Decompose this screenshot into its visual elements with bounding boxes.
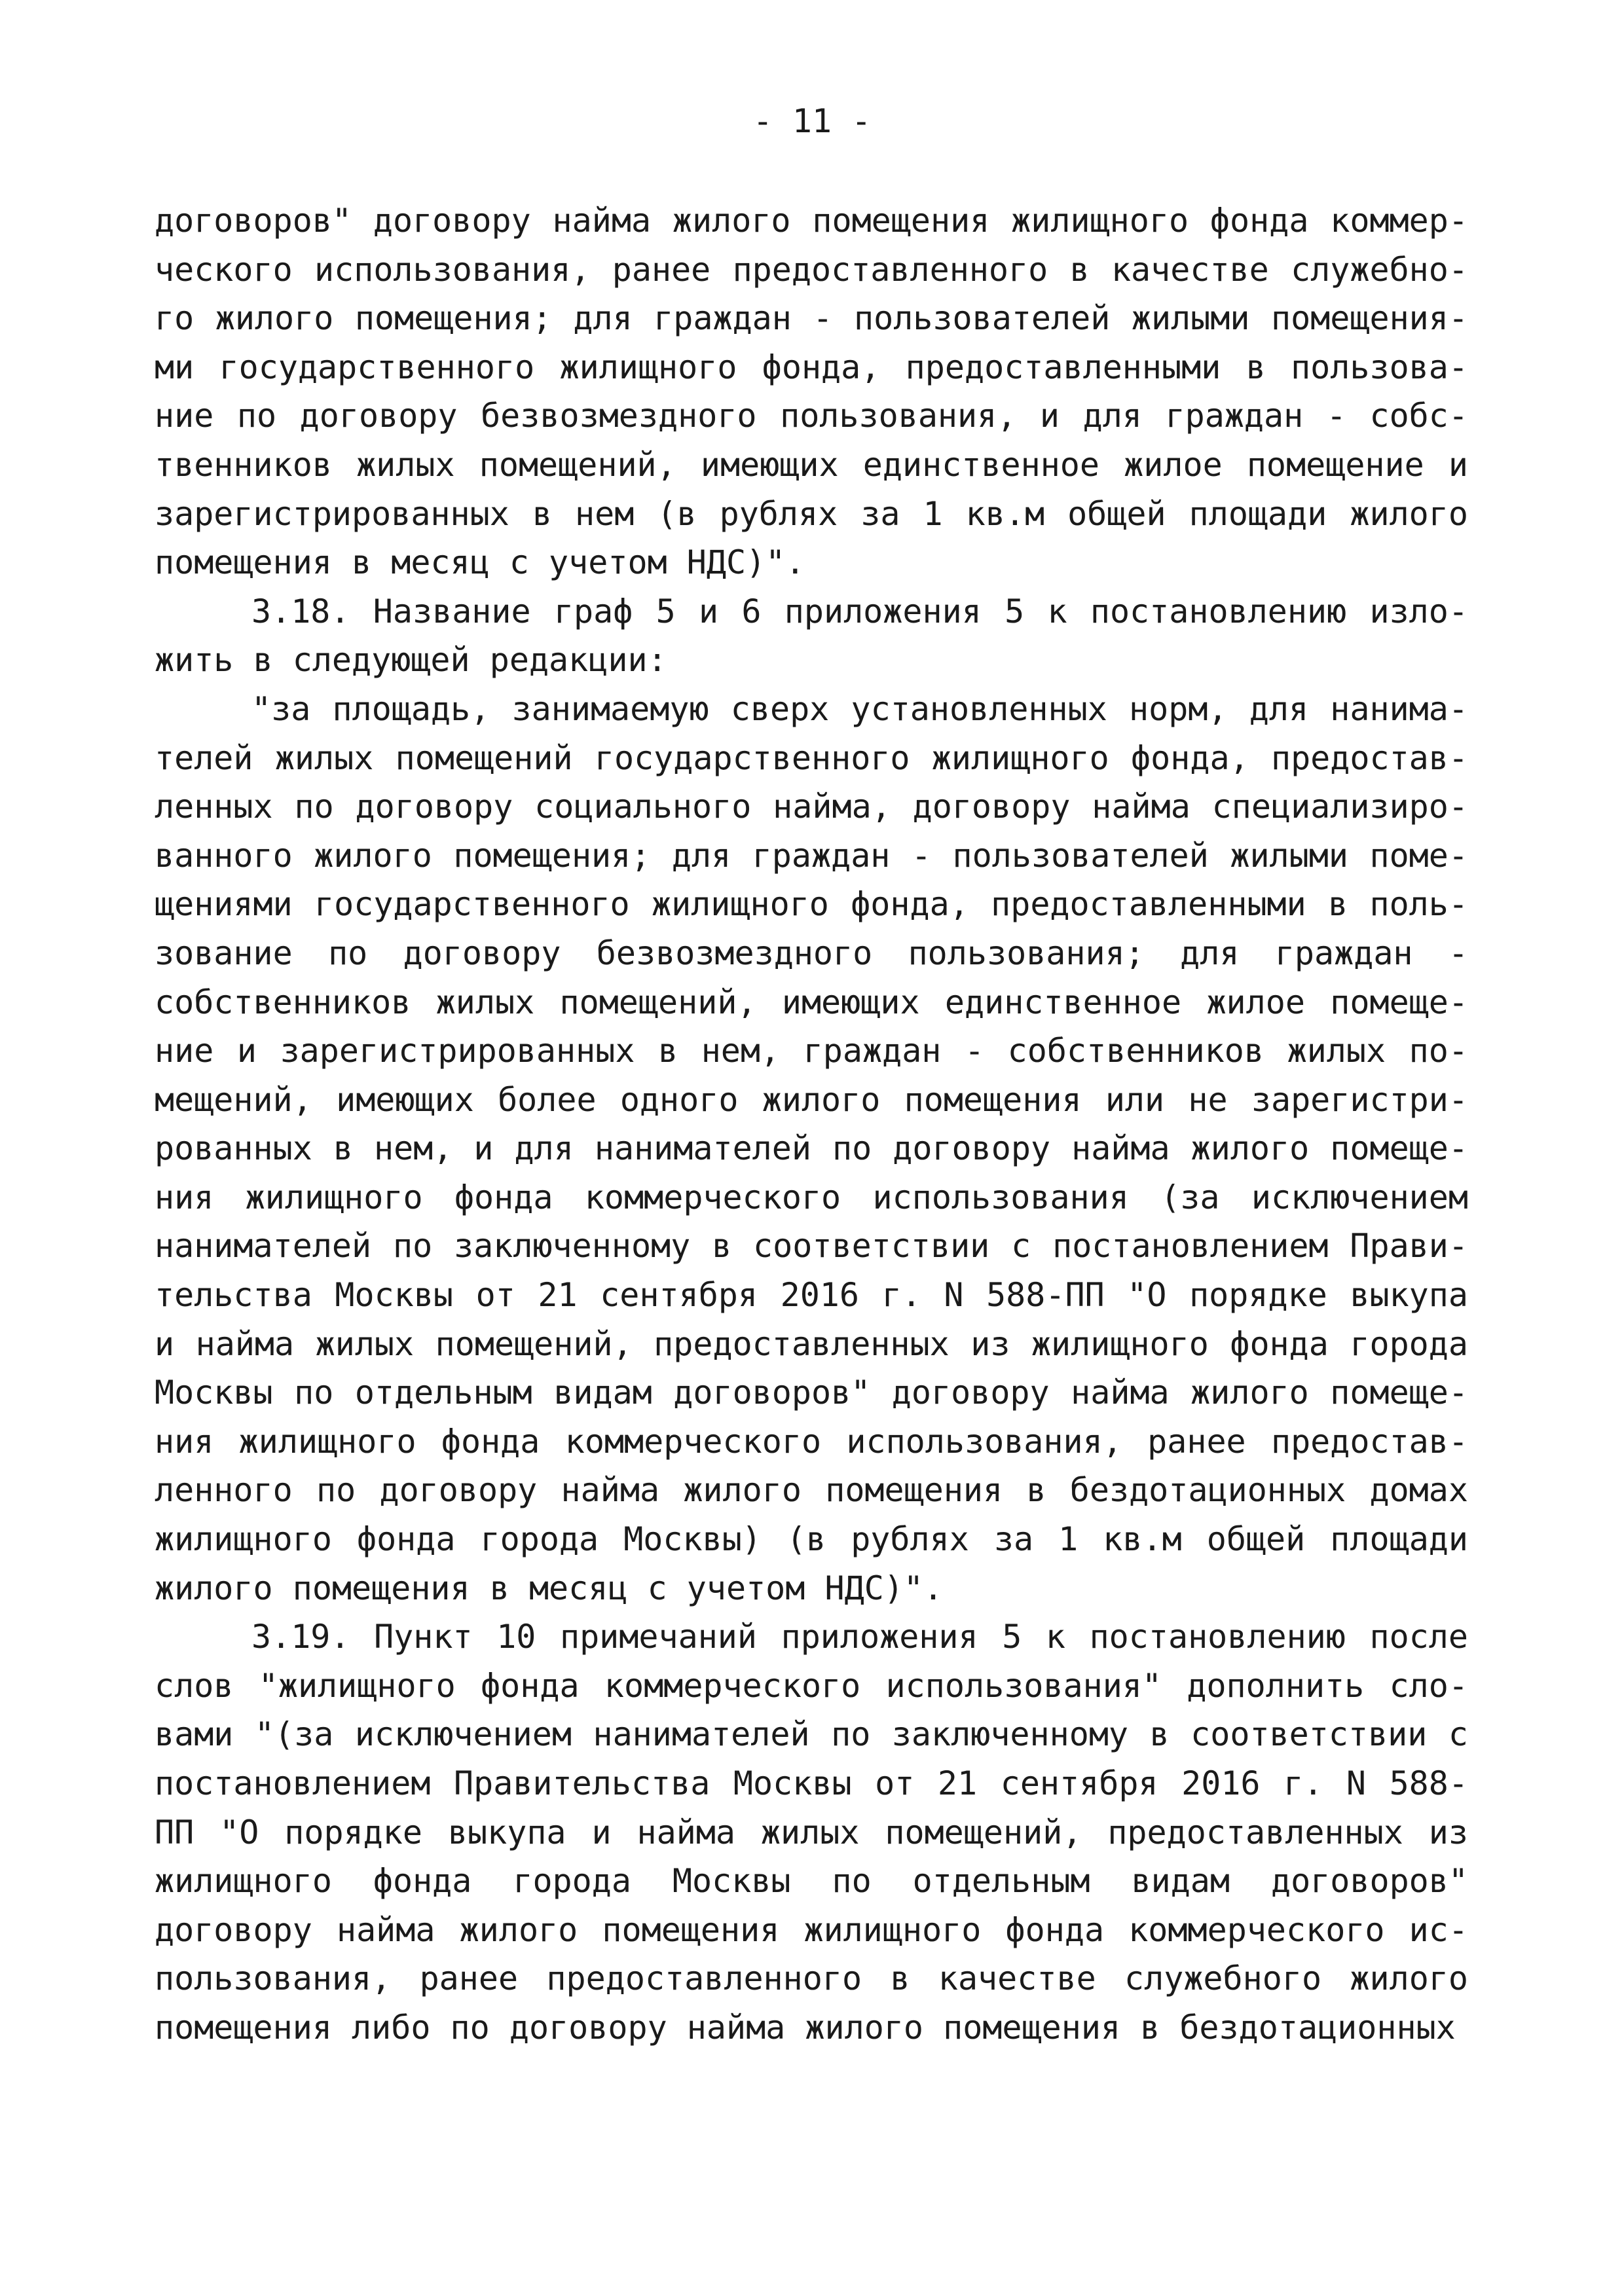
paragraph-3-19: 3.19. Пункт 10 примечаний приложения 5 к постановлению после слов "жилищного фонда коммерческого использования" дополнить словами "(за исключением нанимателей по заключенному в соответствии с постановлением Правительства Москвы от 21 сентября 2016 г. N 588-ПП "О порядке выкупа и найма жилых помещений, предоставленных из жилищного фонда города Москвы по отдельным видам договоров" договору найма жилого помещения жилищного фонда коммерческого использования, ранее предоставленного в качестве служебного жилого помещения либо по договору найма жилого помещения в бездотационных bbox=[155, 1618, 1468, 2047]
paragraph-3-18-quote: "за площадь, занимаемую сверх установленных норм, для нанимателей жилых помещений государственного жилищного фонда, предоставленных по договору социального найма, договору найма специализированного жилого помещения; для граждан - пользователей жилыми помещениями государственного жилищного фонда, предоставленными в пользование по договору безвозмездного пользования; для граждан - собственников жилых помещений, имеющих единственное жилое помещение и зарегистрированных в нем, граждан - собственников жилых помещений, имеющих более одного жилого помещения или не зарегистрированных в нем, и для нанимателей по договору найма жилого помещения жилищного фонда коммерческого использования (за исключением нанимателей по заключенному в соответствии с постановлением Правительства Москвы от 21 сентября 2016 г. N 588-ПП "О порядке выкупа и найма жилых помещений, предоставленных из жилищного фонда города Москвы по отдельным видам договоров" договору найма жилого помещения жилищного фонда коммерческого использования, ранее предоставленного по договору найма жилого помещения в бездотационных домах жилищного фонда города Москвы) (в рублях за 1 кв.м общей площади жилого помещения в месяц с учетом НДС)". bbox=[155, 689, 1468, 1607]
document-body bbox=[155, 196, 1468, 2052]
page-number: - 11 - bbox=[752, 102, 872, 140]
paragraph-continuation: договоров" договору найма жилого помещения жилищного фонда коммерческого использования, ранее предоставленного в качестве служебного жилого помещения; для граждан - пользователей жилыми помещениями государственного жилищного фонда, предоставленными в пользование по договору безвозмездного пользования, и для граждан - собственников жилых помещений, имеющих единственное жилое помещение и зарегистрированных в нем (в рублях за 1 кв.м общей площади жилого помещения в месяц с учетом НДС)". bbox=[155, 202, 1468, 582]
paragraph-3-18: 3.18. Название граф 5 и 6 приложения 5 к постановлению изложить в следующей редакции: bbox=[155, 592, 1468, 680]
